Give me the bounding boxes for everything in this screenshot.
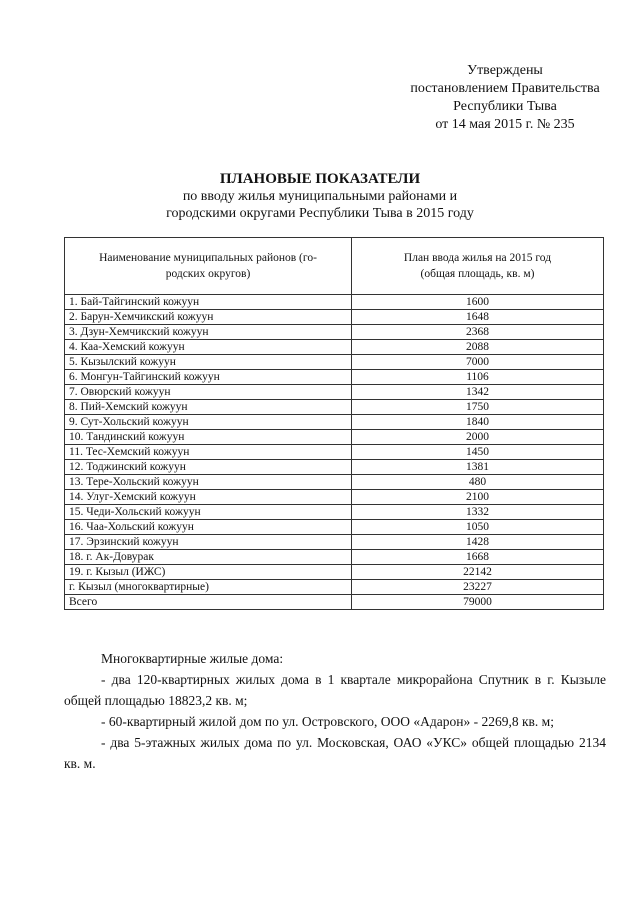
plan-value-cell: 1050	[352, 520, 604, 535]
notes-intro: Многоквартирные жилые дома:	[101, 651, 284, 666]
table-row	[65, 295, 604, 310]
table-row	[65, 595, 604, 610]
district-name-cell: 8. Пий-Хемский кожуун	[65, 400, 352, 415]
housing-plan-table	[64, 237, 604, 610]
district-name-cell: 19. г. Кызыл (ИЖС)	[65, 565, 352, 580]
table-row	[65, 430, 604, 445]
table-header-row	[65, 238, 604, 295]
plan-value-cell: 1332	[352, 505, 604, 520]
table-row	[65, 490, 604, 505]
district-name-cell: г. Кызыл (многоквартирные)	[65, 580, 352, 595]
table-row	[65, 505, 604, 520]
district-name-cell: 18. г. Ак-Довурак	[65, 550, 352, 565]
column-header-name: Наименование муниципальных районов (го- родских округов)	[65, 238, 352, 295]
table-row	[65, 415, 604, 430]
plan-value-cell: 1450	[352, 445, 604, 460]
plan-value-cell: 2100	[352, 490, 604, 505]
document-title: ПЛАНОВЫЕ ПОКАЗАТЕЛИ	[219, 171, 421, 187]
plan-value-cell: 2368	[352, 325, 604, 340]
table-row	[65, 535, 604, 550]
district-name-cell: 11. Тес-Хемский кожуун	[65, 445, 352, 460]
district-name-cell: 17. Эрзинский кожуун	[65, 535, 352, 550]
document-subtitle: по вводу жилья муниципальными районами и	[182, 189, 458, 204]
notes-section	[64, 648, 606, 774]
approval-line: Утверждены	[467, 63, 543, 78]
district-name-cell: 10. Тандинский кожуун	[65, 430, 352, 445]
table-row	[65, 565, 604, 580]
plan-value-cell: 1342	[352, 385, 604, 400]
plan-value-cell: 1648	[352, 310, 604, 325]
plan-value-cell: 1428	[352, 535, 604, 550]
notes-item: - 60-квартирный жилой дом по ул. Островского, ООО «Адарон» - 2269,8 кв. м;	[101, 714, 554, 729]
table-row	[65, 310, 604, 325]
approval-line: Республики Тыва	[453, 99, 557, 114]
district-name-cell: Всего	[65, 595, 352, 610]
table-row	[65, 340, 604, 355]
plan-value-cell: 7000	[352, 355, 604, 370]
approval-block	[390, 62, 620, 134]
table-row	[65, 475, 604, 490]
district-name-cell: 14. Улуг-Хемский кожуун	[65, 490, 352, 505]
district-name-cell: 9. Сут-Хольский кожуун	[65, 415, 352, 430]
plan-value-cell: 22142	[352, 565, 604, 580]
plan-value-cell: 1750	[352, 400, 604, 415]
plan-value-cell: 23227	[352, 580, 604, 595]
plan-value-cell: 79000	[352, 595, 604, 610]
plan-value-cell: 1668	[352, 550, 604, 565]
table-row	[65, 355, 604, 370]
district-name-cell: 3. Дзун-Хемчикский кожуун	[65, 325, 352, 340]
table-row	[65, 325, 604, 340]
notes-item: - два 120-квартирных жилых дома в 1 квартале микрорайона Спутник в г. Кызыле общей площадью 18823,2 кв. м;	[64, 672, 606, 708]
district-name-cell: 1. Бай-Тайгинский кожуун	[65, 295, 352, 310]
table-row	[65, 445, 604, 460]
plan-value-cell: 1381	[352, 460, 604, 475]
column-header-plan: План ввода жилья на 2015 год (общая площадь, кв. м)	[352, 238, 604, 295]
district-name-cell: 16. Чаа-Хольский кожуун	[65, 520, 352, 535]
table-row	[65, 550, 604, 565]
district-name-cell: 15. Чеди-Хольский кожуун	[65, 505, 352, 520]
plan-value-cell: 2088	[352, 340, 604, 355]
table-row	[65, 370, 604, 385]
approval-date: от 14 мая 2015 г. № 235	[435, 117, 575, 132]
document-heading	[0, 170, 640, 222]
table-row	[65, 400, 604, 415]
district-name-cell: 12. Тоджинский кожуун	[65, 460, 352, 475]
table-row	[65, 460, 604, 475]
plan-value-cell: 480	[352, 475, 604, 490]
document-subtitle: городскими округами Республики Тыва в 2015 году	[166, 206, 474, 221]
district-name-cell: 5. Кызылский кожуун	[65, 355, 352, 370]
plan-value-cell: 1600	[352, 295, 604, 310]
table-row	[65, 385, 604, 400]
table-row	[65, 520, 604, 535]
district-name-cell: 13. Тере-Хольский кожуун	[65, 475, 352, 490]
table-row	[65, 580, 604, 595]
district-name-cell: 2. Барун-Хемчикский кожуун	[65, 310, 352, 325]
district-name-cell: 7. Овюрский кожуун	[65, 385, 352, 400]
plan-value-cell: 1106	[352, 370, 604, 385]
notes-item: - два 5-этажных жилых дома по ул. Московская, ОАО «УКС» общей площадью 2134 кв. м.	[64, 735, 606, 771]
plan-value-cell: 2000	[352, 430, 604, 445]
district-name-cell: 4. Каа-Хемский кожуун	[65, 340, 352, 355]
table-body	[65, 295, 604, 610]
approval-line: постановлением Правительства	[410, 81, 600, 96]
plan-value-cell: 1840	[352, 415, 604, 430]
district-name-cell: 6. Монгун-Тайгинский кожуун	[65, 370, 352, 385]
